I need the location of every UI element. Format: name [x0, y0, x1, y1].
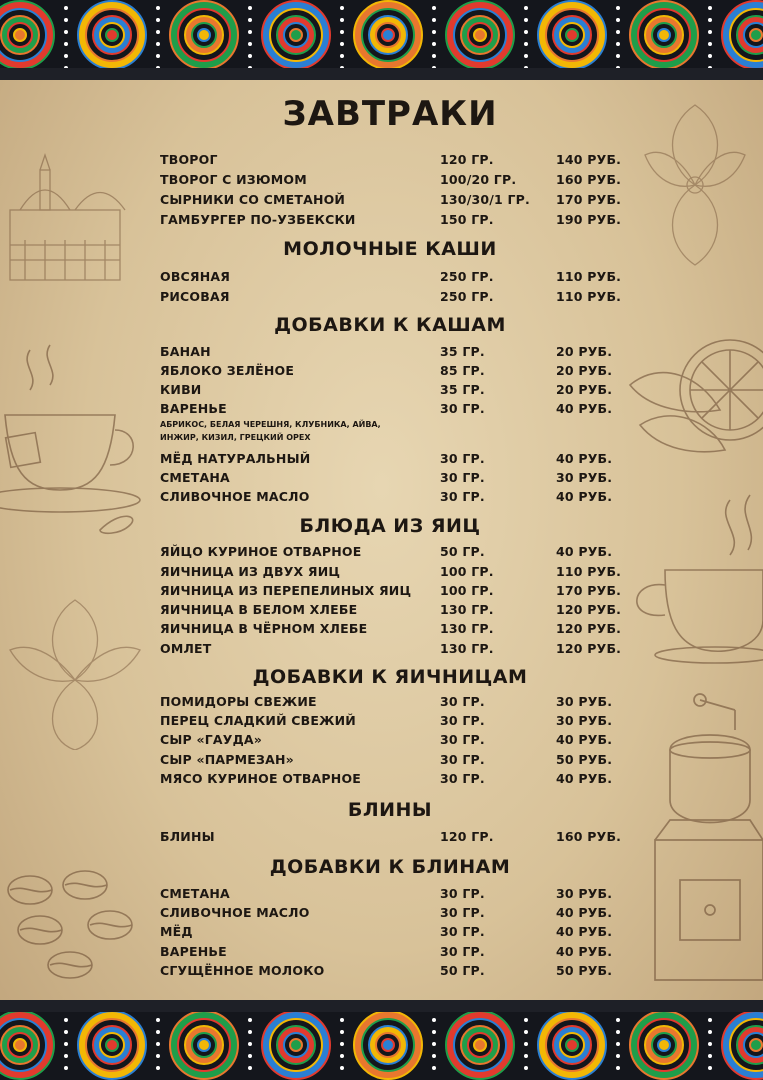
ornament-dot [432, 6, 436, 10]
menu-item-name: СГУЩЁННОЕ МОЛОКО [160, 963, 325, 978]
menu-item-name: МЯСО КУРИНОЕ ОТВАРНОЕ [160, 771, 362, 786]
ornament-dot [708, 30, 712, 34]
menu-item-price: 120 РУБ. [556, 641, 622, 656]
menu-item-price: 40 РУБ. [556, 489, 613, 504]
ornament-dot [524, 18, 528, 22]
ornament-dot [432, 1030, 436, 1034]
menu-item-name: ОВСЯНАЯ [160, 269, 231, 284]
ornament-dot [432, 18, 436, 22]
ornament-dot [708, 1066, 712, 1070]
ornament-ring [474, 1039, 486, 1051]
ornament-dot [616, 30, 620, 34]
ornament-ring [106, 1039, 118, 1051]
menu-item-price: 170 РУБ. [556, 583, 622, 598]
ornament-dot [524, 6, 528, 10]
ornament-ring [474, 29, 486, 41]
ornament-dot [340, 18, 344, 22]
ornament-dot [64, 1042, 68, 1046]
ornament-dot [248, 30, 252, 34]
menu-item-price: 170 РУБ. [556, 192, 622, 207]
tea-cup-steam-sketch [620, 490, 763, 670]
menu-item-row [160, 619, 620, 638]
menu-item-weight: 130 ГР. [440, 641, 494, 656]
menu-item-name: ОМЛЕТ [160, 641, 212, 656]
menu-item-row [160, 361, 620, 380]
jam-flavors-note: АБРИКОС, БЕЛАЯ ЧЕРЕШНЯ, КЛУБНИКА, АЙВА, ИНЖИР, КИЗИЛ, ГРЕЦКИЙ ОРЕХ [160, 420, 381, 442]
ornament-dot [616, 1066, 620, 1070]
ornament-dot [432, 1054, 436, 1058]
menu-item-row [160, 922, 620, 941]
menu-item-weight: 30 ГР. [440, 489, 485, 504]
ornament-dot [64, 6, 68, 10]
ornament-dot [64, 42, 68, 46]
menu-item-row [160, 399, 620, 418]
ornament-dot [524, 1042, 528, 1046]
section-heading: ДОБАВКИ К ЯИЧНИЦАМ [252, 666, 528, 688]
ornament-dot [432, 1018, 436, 1022]
menu-item-price: 30 РУБ. [556, 470, 613, 485]
menu-item-name: СЫРНИКИ СО СМЕТАНОЙ [160, 192, 346, 207]
ornament-dot [64, 54, 68, 58]
menu-item-row [160, 961, 620, 980]
ornament-dot [340, 1066, 344, 1070]
menu-item-row [160, 562, 620, 581]
ornament-sketch-left [0, 590, 150, 750]
menu-item-price: 140 РУБ. [556, 152, 622, 167]
ornament-dot [248, 42, 252, 46]
ornament-dot [340, 1030, 344, 1034]
menu-item-name: ПОМИДОРЫ СВЕЖИЕ [160, 694, 317, 709]
ornament-ring [382, 29, 394, 41]
menu-item-weight: 30 ГР. [440, 401, 485, 416]
paisley-pattern-bottom [0, 1000, 763, 1080]
menu-item-weight: 50 ГР. [440, 963, 485, 978]
coffee-grinder-sketch-illustration [640, 690, 763, 990]
ornament-dot [156, 1066, 160, 1070]
ornament-ring [658, 29, 670, 41]
menu-item-weight: 100 ГР. [440, 583, 494, 598]
menu-item-weight: 30 ГР. [440, 905, 485, 920]
menu-item-price: 20 РУБ. [556, 344, 613, 359]
ornament-dot [432, 54, 436, 58]
ornament-dot [616, 6, 620, 10]
menu-item-name: ЯИЧНИЦА В БЕЛОМ ХЛЕБЕ [160, 602, 358, 617]
ornament-dot [616, 18, 620, 22]
ornament-dot [708, 1030, 712, 1034]
menu-item-price: 190 РУБ. [556, 212, 622, 227]
section-heading: МОЛОЧНЫЕ КАШИ [283, 238, 497, 260]
menu-item-weight: 250 ГР. [440, 289, 494, 304]
ornament-ring [382, 1039, 394, 1051]
menu-item-row [160, 600, 620, 619]
ornament-dot [248, 6, 252, 10]
menu-item-row [160, 730, 620, 749]
ornament-dot [340, 30, 344, 34]
menu-item-price: 30 РУБ. [556, 694, 613, 709]
menu-item-price: 40 РУБ. [556, 401, 613, 416]
menu-item-name: СЫР «ПАРМЕЗАН» [160, 752, 294, 767]
menu-item-price: 110 РУБ. [556, 289, 622, 304]
teacup-sketch-illustration [0, 340, 150, 540]
menu-item-name: ЯИЧНИЦА ИЗ ДВУХ ЯИЦ [160, 564, 341, 579]
ornament-ring [750, 29, 762, 41]
menu-item-weight: 120 ГР. [440, 829, 494, 844]
menu-item-weight: 35 ГР. [440, 382, 485, 397]
ornament-ring [14, 29, 26, 41]
menu-item-row [160, 210, 620, 229]
menu-item-name: КИВИ [160, 382, 202, 397]
menu-item-row [160, 190, 620, 209]
ornament-dot [248, 1042, 252, 1046]
ornament-dot [616, 1018, 620, 1022]
menu-item-row [160, 750, 620, 769]
menu-item-price: 160 РУБ. [556, 172, 622, 187]
ornament-dot [156, 1030, 160, 1034]
ornament-dot [616, 54, 620, 58]
ornament-dot [616, 1030, 620, 1034]
menu-item-name: ПЕРЕЦ СЛАДКИЙ СВЕЖИЙ [160, 713, 356, 728]
ornament-dot [156, 6, 160, 10]
menu-item-weight: 120 ГР. [440, 152, 494, 167]
menu-item-row [160, 769, 620, 788]
menu-item-row [160, 711, 620, 730]
menu-item-row [160, 903, 620, 922]
section-heading: БЛИНЫ [347, 799, 433, 821]
menu-item-weight: 130 ГР. [440, 602, 494, 617]
ornament-ring [290, 29, 302, 41]
menu-item-name: СМЕТАНА [160, 470, 230, 485]
menu-item-price: 40 РУБ. [556, 732, 613, 747]
menu-item-weight: 250 ГР. [440, 269, 494, 284]
ornament-dot [248, 54, 252, 58]
menu-item-price: 120 РУБ. [556, 621, 622, 636]
ornament-dot [616, 1042, 620, 1046]
ornament-dot [156, 1018, 160, 1022]
menu-item-row [160, 287, 620, 306]
menu-item-name: ЯИЧНИЦА ИЗ ПЕРЕПЕЛИНЫХ ЯИЦ [160, 583, 412, 598]
menu-item-weight: 85 ГР. [440, 363, 485, 378]
ornament-dot [156, 18, 160, 22]
menu-item-row [160, 581, 620, 600]
menu-item-name: СЛИВОЧНОЕ МАСЛО [160, 905, 310, 920]
menu-item-price: 40 РУБ. [556, 771, 613, 786]
menu-item-name: ЯИЧНИЦА В ЧЁРНОМ ХЛЕБЕ [160, 621, 368, 636]
menu-item-weight: 30 ГР. [440, 924, 485, 939]
menu-item-weight: 30 ГР. [440, 451, 485, 466]
menu-item-weight: 30 ГР. [440, 771, 485, 786]
ornament-dot [524, 1030, 528, 1034]
menu-item-name: ЯБЛОКО ЗЕЛЁНОЕ [160, 363, 295, 378]
menu-item-price: 120 РУБ. [556, 602, 622, 617]
ornament-dot [340, 6, 344, 10]
ornament-dot [524, 1054, 528, 1058]
ornament-sketch-top-right [625, 85, 763, 295]
ornament-ring [290, 1039, 302, 1051]
ornament-dot [248, 1030, 252, 1034]
ornament-dot [248, 1066, 252, 1070]
ornament-ring [198, 29, 210, 41]
ornament-dot [64, 1030, 68, 1034]
menu-item-row [160, 487, 620, 506]
ornament-dot [524, 30, 528, 34]
menu-item-row [160, 692, 620, 711]
menu-item-row [160, 267, 620, 286]
menu-item-name: ГАМБУРГЕР ПО-УЗБЕКСКИ [160, 212, 356, 227]
ornament-dot [340, 1054, 344, 1058]
ornament-dot [156, 42, 160, 46]
menu-item-price: 110 РУБ. [556, 564, 622, 579]
section-heading: БЛЮДА ИЗ ЯИЦ [299, 515, 481, 537]
menu-item-price: 30 РУБ. [556, 886, 613, 901]
menu-item-row [160, 449, 620, 468]
ornament-ring [750, 1039, 762, 1051]
menu-item-name: БАНАН [160, 344, 211, 359]
menu-item-name: МЁД НАТУРАЛЬНЫЙ [160, 451, 311, 466]
ornament-dot [156, 1042, 160, 1046]
menu-item-weight: 35 ГР. [440, 344, 485, 359]
menu-item-weight: 30 ГР. [440, 886, 485, 901]
ornament-dot [708, 1018, 712, 1022]
ornament-dot [432, 1042, 436, 1046]
menu-item-name: БЛИНЫ [160, 829, 215, 844]
menu-item-weight: 50 ГР. [440, 544, 485, 559]
ornament-border-top [0, 0, 763, 80]
menu-item-weight: 30 ГР. [440, 694, 485, 709]
ornament-ring [198, 1039, 210, 1051]
page-title: ЗАВТРАКИ [282, 94, 498, 134]
mosque-sketch-illustration [0, 150, 150, 290]
menu-item-row [160, 342, 620, 361]
menu-item-price: 40 РУБ. [556, 905, 613, 920]
ornament-dot [64, 18, 68, 22]
ornament-dot [64, 30, 68, 34]
menu-item-price: 30 РУБ. [556, 713, 613, 728]
menu-item-price: 50 РУБ. [556, 963, 613, 978]
ornament-dot [340, 1018, 344, 1022]
lemon-leaves-sketch-illustration [620, 320, 763, 470]
menu-item-weight: 100 ГР. [440, 564, 494, 579]
coffee-beans-sketch-illustration [0, 860, 150, 980]
ornament-dot [340, 54, 344, 58]
ornament-dot [524, 1018, 528, 1022]
ornament-dot [432, 1066, 436, 1070]
section-heading: ДОБАВКИ К КАШАМ [274, 314, 506, 336]
menu-item-name: СЛИВОЧНОЕ МАСЛО [160, 489, 310, 504]
menu-item-name: ТВОРОГ С ИЗЮМОМ [160, 172, 307, 187]
menu-item-name: ВАРЕНЬЕ [160, 401, 227, 416]
menu-item-row [160, 380, 620, 399]
ornament-dot [248, 1054, 252, 1058]
ornament-dot [64, 1054, 68, 1058]
menu-item-price: 20 РУБ. [556, 363, 613, 378]
ornament-dot [708, 6, 712, 10]
menu-item-price: 40 РУБ. [556, 924, 613, 939]
menu-item-weight: 30 ГР. [440, 732, 485, 747]
ornament-dot [616, 42, 620, 46]
menu-item-weight: 30 ГР. [440, 752, 485, 767]
menu-item-price: 110 РУБ. [556, 269, 622, 284]
menu-item-name: ВАРЕНЬЕ [160, 944, 227, 959]
ornament-dot [64, 1018, 68, 1022]
ornament-dot [708, 42, 712, 46]
menu-item-weight: 30 ГР. [440, 470, 485, 485]
section-heading: ДОБАВКИ К БЛИНАМ [269, 856, 511, 878]
menu-item-price: 160 РУБ. [556, 829, 622, 844]
menu-item-name: СМЕТАНА [160, 886, 230, 901]
ornament-border-bottom [0, 1000, 763, 1080]
menu-item-price: 40 РУБ. [556, 451, 613, 466]
menu-item-row [160, 150, 620, 169]
ornament-dot [156, 30, 160, 34]
ornament-dot [708, 1042, 712, 1046]
menu-item-row [160, 170, 620, 189]
ornament-ring [14, 1039, 26, 1051]
ornament-dot [340, 1042, 344, 1046]
menu-item-weight: 130 ГР. [440, 621, 494, 636]
ornament-dot [432, 42, 436, 46]
ornament-ring [658, 1039, 670, 1051]
menu-item-row [160, 468, 620, 487]
ornament-dot [156, 54, 160, 58]
ornament-ring [106, 29, 118, 41]
menu-item-name: МЁД [160, 924, 193, 939]
menu-item-weight: 30 ГР. [440, 713, 485, 728]
menu-item-row [160, 827, 620, 846]
ornament-dot [616, 1054, 620, 1058]
menu-item-name: РИСОВАЯ [160, 289, 230, 304]
ornament-dot [340, 42, 344, 46]
ornament-dot [156, 1054, 160, 1058]
ornament-dot [248, 1018, 252, 1022]
menu-item-row [160, 639, 620, 658]
ornament-dot [524, 54, 528, 58]
menu-item-weight: 130/30/1 ГР. [440, 192, 530, 207]
menu-item-row [160, 942, 620, 961]
menu-item-weight: 100/20 ГР. [440, 172, 517, 187]
menu-item-name: ТВОРОГ [160, 152, 218, 167]
menu-item-weight: 30 ГР. [440, 944, 485, 959]
menu-item-weight: 150 ГР. [440, 212, 494, 227]
ornament-dot [64, 1066, 68, 1070]
ornament-dot [432, 30, 436, 34]
ornament-dot [708, 54, 712, 58]
ornament-dot [524, 1066, 528, 1070]
ornament-dot [708, 1054, 712, 1058]
menu-item-name: ЯЙЦО КУРИНОЕ ОТВАРНОЕ [160, 544, 362, 559]
ornament-dot [708, 18, 712, 22]
menu-item-price: 40 РУБ. [556, 544, 613, 559]
menu-item-price: 40 РУБ. [556, 944, 613, 959]
menu-item-row [160, 884, 620, 903]
menu-item-price: 20 РУБ. [556, 382, 613, 397]
menu-item-price: 50 РУБ. [556, 752, 613, 767]
ornament-dot [524, 42, 528, 46]
ornament-ring [566, 29, 578, 41]
ornament-dot [248, 18, 252, 22]
ornament-ring [566, 1039, 578, 1051]
menu-item-name: СЫР «ГАУДА» [160, 732, 263, 747]
menu-item-row [160, 542, 620, 561]
